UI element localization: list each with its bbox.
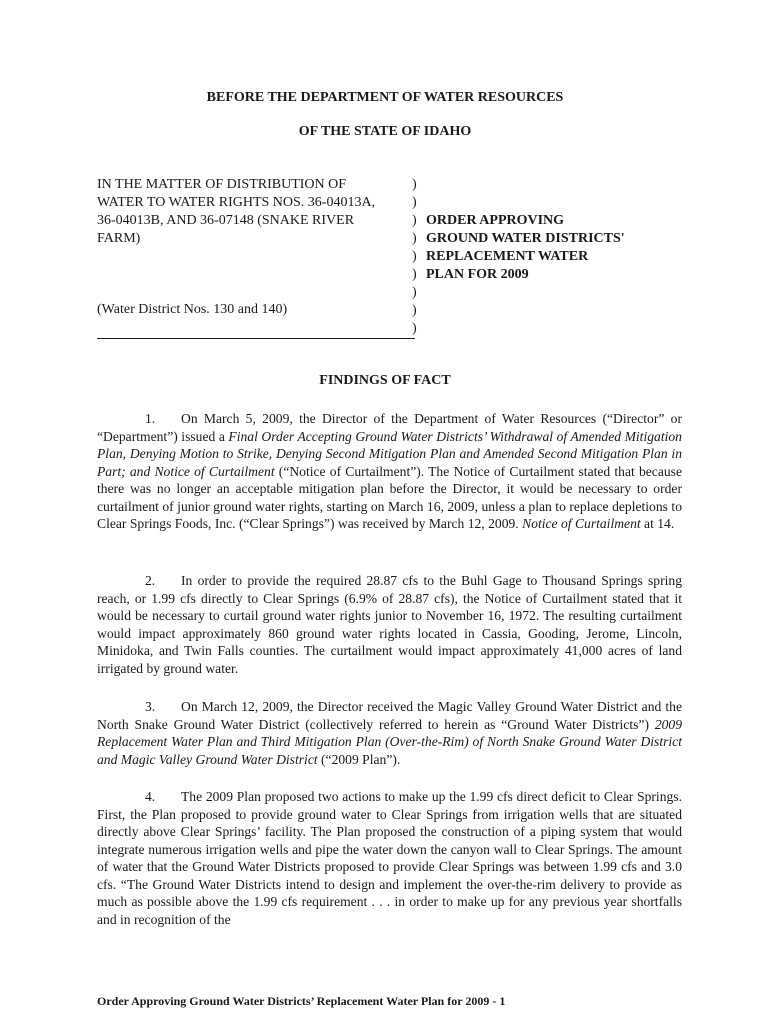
paragraph-text: (“Notice of Curtailment”). The Notice of Curtailment stated that because there was no longer an acceptable mitigation plan before the Director, it would be necessary to order curtailment of junior ground water rights, starting on March 16, 2009, unless a plan to replace depletions to Clear Springs Foods, Inc. (“Clear Springs”) was received by March 12, 2009. [97,463,682,531]
matter-line: IN THE MATTER OF DISTRIBUTION OF [97,177,347,192]
paragraph-italic: Final Order Accepting Ground Water Districts’ Withdrawal of Amended Mitigation Plan, Denying Motion to Strike, Denying Second Mitigation Plan and Amended Second Mitigation Plan in Part; and Notice of Curtailment [97,428,682,479]
order-title [426,212,625,284]
paragraph-number: 4. [145,789,156,804]
paragraph-number: 2. [145,573,156,588]
header-line-2: OF THE STATE OF IDAHO [298,124,472,139]
paren: ) [412,249,417,264]
paragraph-1 [97,410,682,533]
water-district-label: (Water District Nos. 130 and 140) [97,302,288,317]
paragraph-text: On March 12, 2009, the Director received the Magic Valley Ground Water District and the North Snake Ground Water District (collectively referred to herein as “Ground Water Districts”) [97,699,682,732]
paren: ) [412,285,417,300]
caption-parentheses [412,176,417,338]
order-title-line: GROUND WATER DISTRICTS' [426,231,625,246]
paragraph-text: (“2009 Plan”). [317,751,401,767]
case-caption-matter [97,176,417,248]
paragraph-number: 3. [145,699,156,714]
matter-line: 36-04013B, AND 36-07148 (SNAKE RIVER [97,213,355,228]
paragraph-4 [97,788,682,928]
paragraph-text: In order to provide the required 28.87 cfs to the Buhl Gage to Thousand Springs spring reach, or 1.99 cfs directly to Clear Springs (6.9% of 28.87 cfs), the Notice of Curtailment stated that it would be necessary to curtail ground water rights junior to November 16, 1972. The resulting curtailment would impact approximately 860 ground water rights located in Cassia, Gooding, Jerome, Lincoln, Minidoka, and Twin Falls counties. The curtailment would impact approximately 41,000 acres of land irrigated by ground water. [97,573,682,676]
order-title-line: ORDER APPROVING [426,213,565,228]
matter-line: FARM) [97,231,141,246]
section-heading: FINDINGS OF FACT [319,373,451,388]
paren: ) [412,231,417,246]
paren: ) [412,177,417,192]
paragraph-number: 1. [145,411,156,426]
matter-line: WATER TO WATER RIGHTS NOS. 36-04013A, [97,195,376,210]
header-line-1: BEFORE THE DEPARTMENT OF WATER RESOURCES [206,90,564,105]
order-title-line: REPLACEMENT WATER [426,249,589,264]
page-footer: Order Approving Ground Water Districts’ Replacement Water Plan for 2009 - 1 [97,994,506,1008]
paren: ) [412,321,417,336]
order-title-line: PLAN FOR 2009 [426,267,529,282]
paragraph-italic: Notice of Curtailment [522,516,641,531]
paren: ) [412,267,417,282]
paren: ) [412,195,417,210]
caption-rule [97,338,415,339]
paragraph-text: The 2009 Plan proposed two actions to make up the 1.99 cfs direct deficit to Clear Springs. First, the Plan proposed to provide ground water to Clear Springs from irrigation wells that are situated directly above Clear Springs’ facility. The Plan proposed the construction of a piping system that would integrate numerous irrigation wells and pipe the water down the canyon wall to Clear Springs. The amount of water that the Ground Water Districts proposed to provide Clear Springs was between 1.99 cfs and 3.0 cfs. “The Ground Water Districts intend to design and implement the over-the-rim delivery to provide as much as possible above the 1.99 cfs requirement . . . in order to make up for any previous year shortfalls and in recognition of the [97,789,682,927]
paragraph-italic: 2009 Replacement Water Plan and Third Mitigation Plan (Over-the-Rim) of North Snake Ground Water District and Magic Valley Ground Water District [97,716,682,767]
paragraph-3 [97,698,682,768]
paren: ) [412,213,417,228]
paren: ) [412,303,417,318]
paragraph-2 [97,572,682,677]
paragraph-text: at 14. [640,516,675,531]
paragraph-text: On March 5, 2009, the Director of the Department of Water Resources (“Director” or “Department”) issued a [97,411,682,444]
